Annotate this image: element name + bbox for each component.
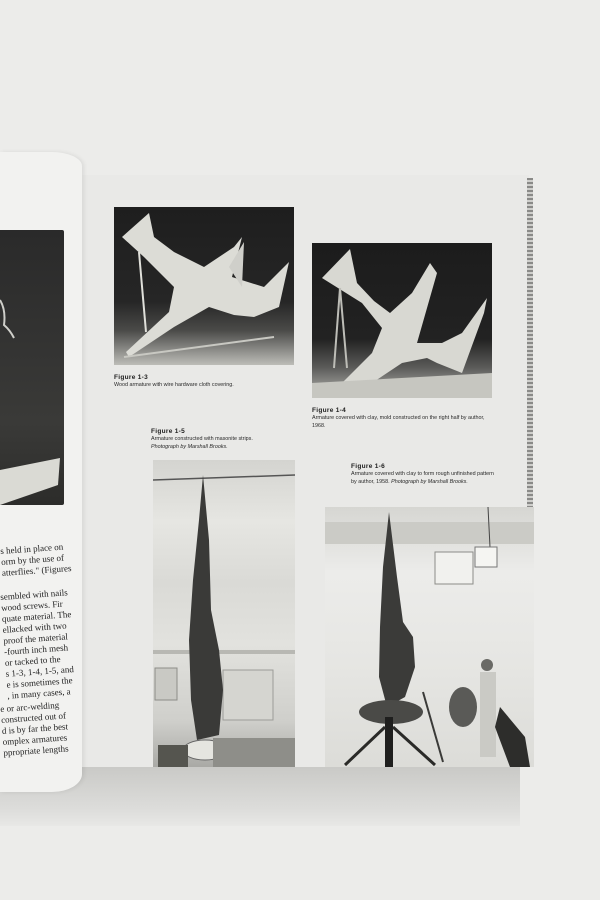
wood-armature-sculpture-image bbox=[114, 207, 294, 365]
figure-1-5-caption-text: Armature constructed with masonite strips. bbox=[151, 436, 253, 442]
left-page-paragraph-1 bbox=[0, 541, 80, 579]
figure-1-4-caption: Armature covered with clay, mold constructed on the right half by author, 1968. bbox=[312, 415, 485, 429]
text-line: s held in place on bbox=[0, 541, 64, 556]
left-page-photo bbox=[0, 230, 64, 505]
clay-covered-armature-image bbox=[312, 243, 492, 398]
text-line: s 1-3, 1-4, 1-5, and bbox=[5, 664, 75, 679]
text-line: constructed out of bbox=[0, 710, 67, 725]
figure-1-4-title: Figure 1-4 bbox=[312, 407, 347, 414]
figure-1-4-photo bbox=[312, 243, 492, 398]
figure-1-6-caption-text: Armature covered with clay to form rough unfinished pattern by author, 1958. bbox=[351, 471, 494, 485]
text-line: quate material. The bbox=[1, 609, 72, 624]
text-line: sembled with nails bbox=[0, 587, 69, 602]
sculpture-photo-image bbox=[0, 230, 64, 505]
text-line: atterflies." (Figures bbox=[1, 563, 72, 578]
left-page-paragraph-3 bbox=[0, 699, 82, 759]
text-line: e is sometimes the bbox=[6, 675, 73, 690]
figure-1-5-title: Figure 1-5 bbox=[151, 428, 186, 435]
masonite-strip-armature-image bbox=[153, 460, 295, 767]
figure-1-5-credit: Photograph by Marshall Brooks. bbox=[151, 443, 228, 450]
clay-covered-pattern-image bbox=[325, 507, 534, 767]
figure-1-3-caption: Wood armature with wire hardware cloth covering. bbox=[114, 382, 234, 388]
text-line: -fourth inch mesh bbox=[3, 642, 69, 657]
figure-1-3-photo bbox=[114, 207, 294, 365]
figure-1-6-caption bbox=[351, 471, 501, 486]
figure-1-5-photo bbox=[153, 460, 295, 767]
text-line: ppropriate lengths bbox=[3, 743, 69, 758]
figure-1-6-photo bbox=[325, 507, 534, 767]
text-line: , in many cases, a bbox=[6, 686, 71, 701]
figure-1-6-credit: Photograph by Marshall Brooks. bbox=[391, 478, 468, 485]
figure-1-6-title: Figure 1-6 bbox=[351, 463, 386, 470]
figure-1-5-caption bbox=[151, 436, 301, 451]
text-line: wood screws. Fir bbox=[0, 598, 64, 613]
text-line: omplex armatures bbox=[2, 732, 68, 747]
figure-1-3-title: Figure 1-3 bbox=[114, 374, 149, 381]
text-line: orm by the use of bbox=[0, 552, 65, 567]
text-line: or tacked to the bbox=[4, 653, 61, 668]
text-line: ellacked with two bbox=[2, 620, 67, 635]
left-page-paragraph-2 bbox=[0, 587, 85, 702]
text-line: e or arc-welding bbox=[0, 699, 60, 714]
text-line: proof the material bbox=[3, 631, 69, 646]
text-line: d is by far the best bbox=[1, 721, 69, 736]
